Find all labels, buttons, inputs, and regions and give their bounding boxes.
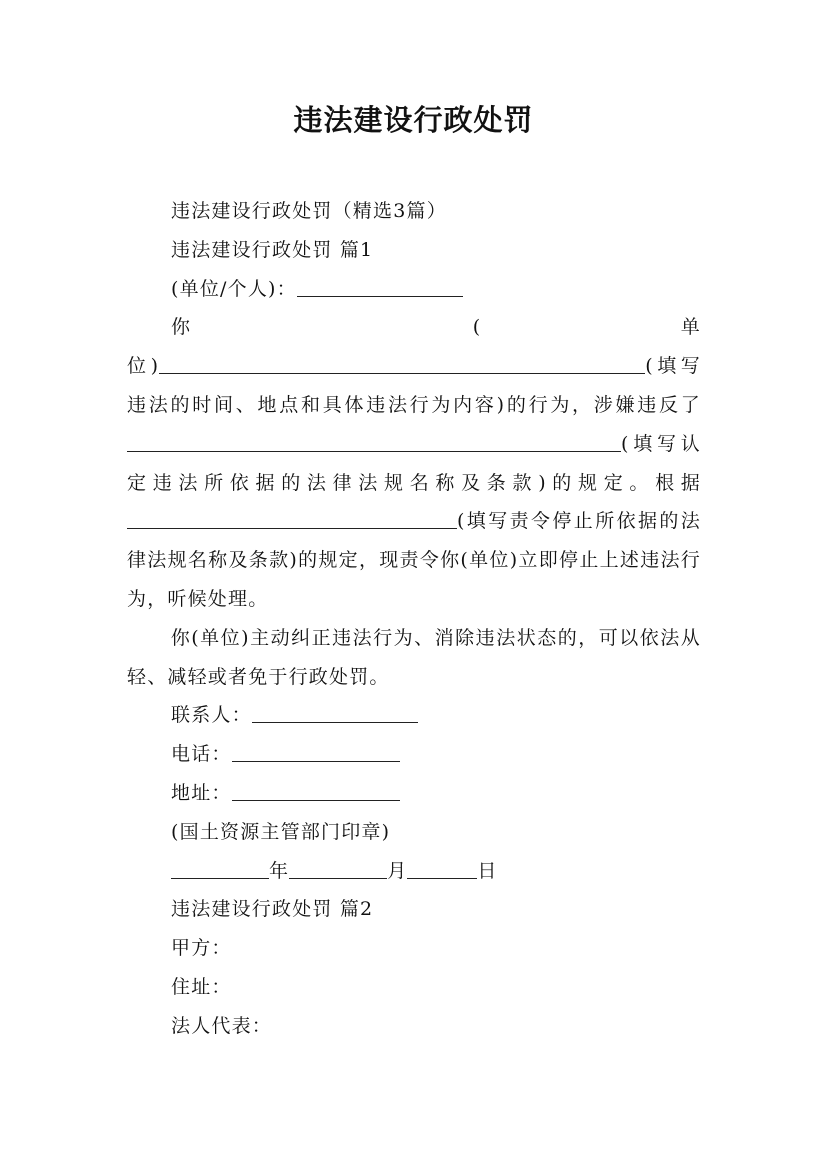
year-label: 年 [269, 859, 290, 882]
month-blank [289, 859, 387, 879]
contact-blank [252, 703, 418, 723]
address-label: 地址： [171, 781, 232, 804]
notice-lead-line [127, 308, 701, 347]
legal-rep-line: 法人代表： [171, 1014, 273, 1037]
basis-blank [127, 509, 457, 529]
notice-order-text: (填写责令停止所依据的法律法规名称及条款)的规定，现责令你(单位)立即停止上述违法行为，听候处理。 [127, 510, 701, 610]
notice-paragraph [127, 347, 701, 619]
residence-line: 住址： [171, 975, 232, 998]
part-1-heading: 违法建设行政处罚 篇1 [171, 238, 374, 261]
contact-label: 联系人： [171, 704, 252, 727]
notice-unit-text: 位) [127, 355, 160, 378]
violation-blank [159, 354, 645, 374]
party-a-line: 甲方： [171, 937, 232, 960]
address-line [127, 774, 701, 813]
year-blank [171, 859, 269, 879]
recipient-blank [297, 277, 463, 297]
law-blank [127, 432, 621, 452]
notice-violation-text: (填写违法的时间、地点和具体违法行为内容)的行为，涉嫌违反了 [127, 355, 701, 416]
part-2-heading: 违法建设行政处罚 篇2 [171, 898, 374, 921]
notice-lead-text: 你 ( 单 [171, 316, 701, 339]
phone-line [127, 735, 701, 774]
contact-line [127, 696, 701, 735]
document-body [127, 192, 701, 1046]
correction-paragraph: 你(单位)主动纠正违法行为、消除违法状态的，可以依法从轻、减轻或者免于行政处罚。 [127, 626, 701, 688]
date-line [127, 852, 701, 891]
day-label: 日 [477, 859, 498, 882]
phone-blank [232, 742, 400, 762]
address-blank [232, 781, 400, 801]
phone-label: 电话： [171, 743, 232, 766]
recipient-line [127, 270, 701, 309]
seal-line: (国土资源主管部门印章) [171, 820, 391, 843]
recipient-label: (单位/个人)： [171, 277, 297, 300]
subtitle-line: 违法建设行政处罚（精选3篇） [171, 200, 447, 222]
document-title: 违法建设行政处罚 [293, 103, 534, 137]
day-blank [407, 859, 477, 879]
notice-law-text: (填写认定违法所依据的法律法规名称及条款)的规定。根据 [127, 432, 701, 494]
month-label: 月 [387, 859, 408, 882]
